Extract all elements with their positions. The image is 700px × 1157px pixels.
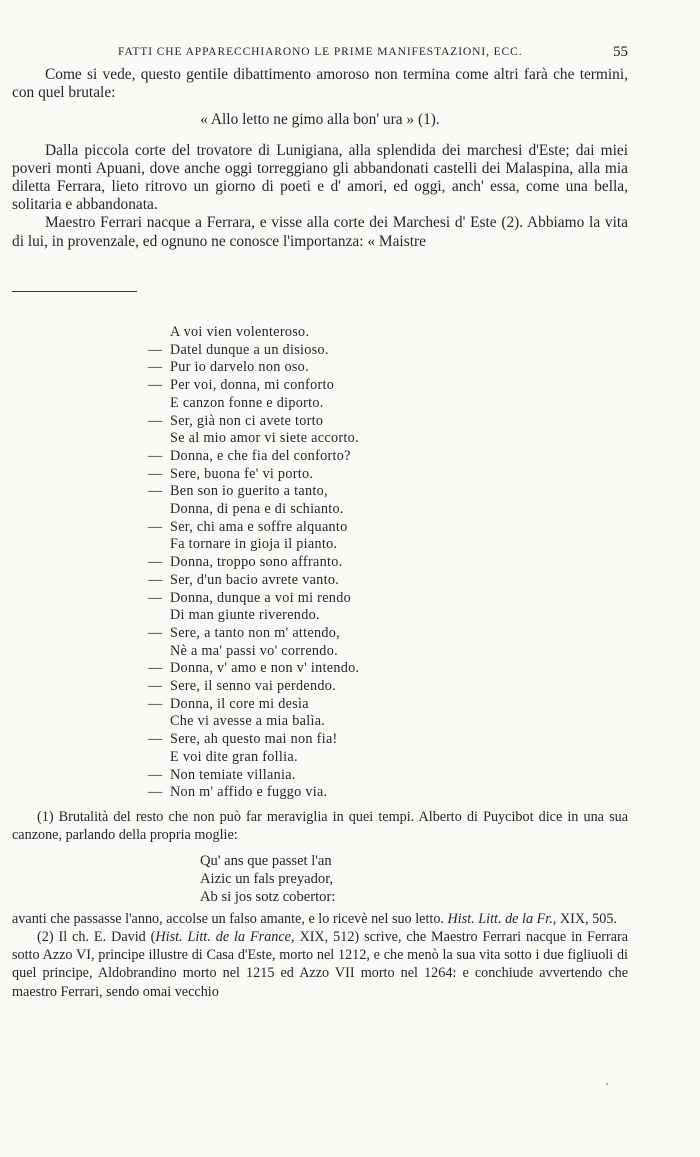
- poem-line: [148, 448, 359, 466]
- footnote-separator: [12, 291, 137, 292]
- footnote-1-translation: avanti che passasse l'anno, accolse un falso amante, e lo ricevè nel suo letto.: [12, 910, 444, 927]
- page-number: 55: [613, 44, 628, 60]
- poem-line: [148, 678, 359, 696]
- poem-line-text: Nè a ma' passi vo' correndo.: [170, 642, 338, 659]
- poem-line-text: Di man giunte riverendo.: [170, 607, 320, 624]
- poem-line-text: Ser, chi ama e soffre alquanto: [170, 518, 348, 535]
- poem-line-text: Sere, il senno vai perdendo.: [170, 678, 336, 695]
- poem-dash: —: [148, 766, 163, 783]
- poem-dash: —: [148, 359, 163, 376]
- paper-speck: [606, 1083, 608, 1085]
- poem-dash: —: [148, 554, 163, 571]
- poem-dash: —: [148, 624, 163, 641]
- poem-dash: —: [148, 660, 163, 677]
- poem-line-text: Ben son io guerito a tanto,: [170, 483, 328, 500]
- poem-line: [148, 784, 359, 802]
- footnote-verse-line: Aizic un fals preyador,: [200, 870, 334, 887]
- poem-line-text: Ser, d'un bacio avrete vanto.: [170, 571, 340, 588]
- poem-dash: —: [148, 377, 163, 394]
- poem-dash: —: [148, 784, 163, 801]
- poem-line-text: Non temiate villania.: [170, 766, 296, 783]
- poem-line-text: Donna, troppo sono affranto.: [170, 554, 343, 571]
- poem-line-text: Donna, e che fia del conforto?: [170, 447, 351, 464]
- poem-line-text: Donna, dunque a voi mi rendo: [170, 589, 351, 606]
- poem-line-text: Sere, a tanto non m' attendo,: [170, 624, 341, 641]
- poem-line: [148, 731, 359, 749]
- poem-line-text: Donna, il core mi desìa: [170, 695, 309, 712]
- poem-line: [148, 413, 359, 431]
- poem-dash: —: [148, 412, 163, 429]
- poem-line-text: Pur io darvelo non oso.: [170, 359, 309, 376]
- footnote-2: [12, 928, 628, 1001]
- poem-dash: —: [148, 465, 163, 482]
- poem-line: [148, 466, 359, 484]
- poem-dash: —: [148, 483, 163, 500]
- poem-line-text: Donna, di pena e di schianto.: [170, 501, 344, 518]
- footnote-1-ref-title: Hist. Litt. de la Fr.: [447, 910, 553, 927]
- poem-line-text: Se al mio amor vi siete accorto.: [170, 430, 359, 447]
- poem-line-text: Sere, buona fe' vi porto.: [170, 465, 314, 482]
- quoted-verse: « Allo letto ne gimo alla bon' ura » (1).: [200, 111, 440, 129]
- poem-line-text: A voi vien volenteroso.: [170, 324, 310, 340]
- poem-line: [148, 572, 359, 590]
- poem-line: [148, 483, 359, 501]
- poem-dash: —: [148, 447, 163, 464]
- poem-line: [148, 377, 359, 395]
- poem-line-text: E voi dite gran follia.: [170, 748, 298, 765]
- poem-line: [148, 324, 359, 342]
- poem-line: [148, 342, 359, 360]
- poem-line-text: Non m' affido e fuggo via.: [170, 784, 328, 801]
- poem-dash: —: [148, 678, 163, 695]
- poem-dash: —: [148, 589, 163, 606]
- footnote-1-ref-end: , XIX, 505.: [552, 910, 617, 927]
- paragraph-3: Maestro Ferrari nacque a Ferrara, e visse alla corte dei Marchesi d' Este (2). Abbiamo la vita di lui, in provenzale, ed ognuno ne conosce l'importanza: « Maistre: [12, 214, 628, 250]
- poem-line: [148, 749, 359, 767]
- poem-block: [148, 324, 359, 802]
- footnote-2-rest: , XIX, 512) scrive, che Maestro Ferrari nacque in Ferrara sotto Azzo VI, principe illustre di Casa d'Este, morto nel 1212, e che menò la sua vita sotto i due figliuoli di quel principe, Aldobrandino morto nel 1215 ed Azzo VII morto nel 1264: e conchiude avvertendo che maestro Ferrari, sendo omai vecchio: [12, 928, 629, 1000]
- poem-line: [148, 590, 359, 608]
- footnote-2-title: Hist. Litt. de la France: [155, 928, 291, 945]
- poem-line: [148, 395, 359, 413]
- poem-dash: —: [148, 731, 163, 748]
- poem-line-text: E canzon fonne e diporto.: [170, 394, 324, 411]
- poem-line: [148, 660, 359, 678]
- poem-line-text: Ser, già non ci avete torto: [170, 412, 324, 429]
- poem-line: [148, 519, 359, 537]
- poem-line: [148, 643, 359, 661]
- poem-line: [148, 359, 359, 377]
- poem-line: [148, 767, 359, 785]
- poem-line: [148, 607, 359, 625]
- poem-line: [148, 430, 359, 448]
- poem-line: [148, 536, 359, 554]
- footnote-verse-line: Ab si jos sotz cobertor:: [200, 888, 336, 905]
- poem-dash: —: [148, 341, 163, 358]
- footnote-2-start: (2) Il ch. E. David (: [37, 928, 156, 945]
- poem-dash: —: [148, 518, 163, 535]
- footnotes: [12, 808, 628, 1001]
- footnote-1: (1) Brutalità del resto che non può far meraviglia in quei tempi. Alberto di Puycibot dice in una sua canzone, parlando della propria moglie:: [12, 809, 628, 844]
- poem-line-text: Fa tornare in gioja il pianto.: [170, 536, 338, 553]
- page-header: [118, 46, 628, 58]
- poem-line: [148, 501, 359, 519]
- poem-line-text: Per voi, donna, mi conforto: [170, 377, 335, 394]
- poem-line-text: Donna, v' amo e non v' intendo.: [170, 660, 360, 677]
- poem-line-text: Sere, ah questo mai non fia!: [170, 731, 338, 748]
- main-text: [12, 66, 628, 251]
- poem-line: [148, 713, 359, 731]
- poem-line: [148, 696, 359, 714]
- poem-line: [148, 625, 359, 643]
- poem-line-text: Datel dunque a un disioso.: [170, 341, 329, 358]
- running-title: FATTI CHE APPARECCHIARONO LE PRIME MANIFESTAZIONI, ECC.: [118, 46, 523, 58]
- paragraph-1: Come si vede, questo gentile dibattimento amoroso non termina come altri farà che termini, con quel brutale:: [12, 66, 628, 102]
- footnote-1-continuation: [12, 910, 628, 928]
- poem-line: [148, 554, 359, 572]
- footnote-verse-line: Qu' ans que passet l'an: [200, 852, 332, 869]
- paragraph-2: Dalla piccola corte del trovatore di Lunigiana, alla splendida dei marchesi d'Este; dai miei poveri monti Apuani, dove anche oggi torreggiano gli abbandonati castelli dei Malaspina, alla mia diletta Ferrara, lieto ritrovo un giorno di poeti e d' amori, ed oggi, anch' essa, come una bella, solitaria e abbandonata.: [12, 141, 628, 214]
- footnote-1-verse: [200, 852, 600, 906]
- poem-dash: —: [148, 695, 163, 712]
- poem-dash: —: [148, 571, 163, 588]
- poem-line-text: Che vi avesse a mia balìa.: [170, 713, 326, 730]
